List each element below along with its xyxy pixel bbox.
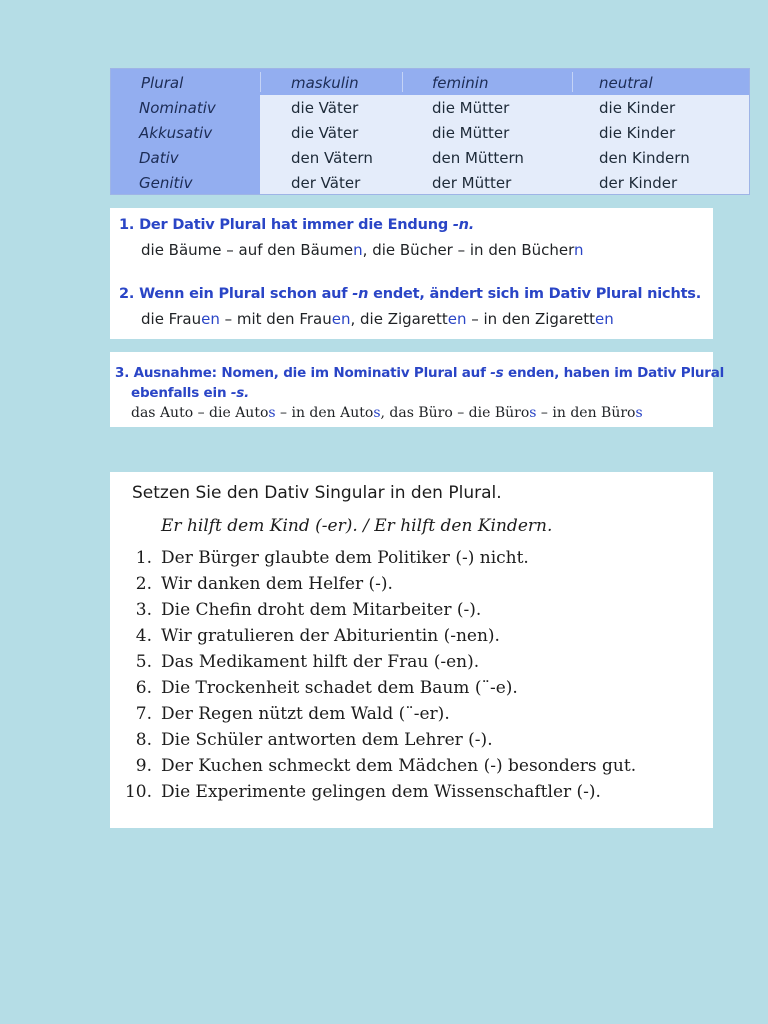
header-neutral: neutral <box>599 74 653 92</box>
item-number: 3. <box>135 600 152 620</box>
rule-3-example <box>131 405 643 421</box>
rule-3-title-line2 <box>131 385 249 401</box>
rule-number: 1. <box>119 217 135 233</box>
item-number: 6. <box>135 678 152 698</box>
rule-3-title <box>115 365 724 381</box>
item-number: 10. <box>124 782 152 802</box>
table-cell: die Mütter <box>432 124 510 142</box>
example-ending: n <box>574 241 584 259</box>
example-ending: s <box>373 405 381 421</box>
header-divider <box>572 72 573 92</box>
item-text: Der Bürger glaubte dem Politiker (-) nicht. <box>161 548 529 568</box>
example-text: – in den Auto <box>275 405 374 421</box>
case-akkusativ: Akkusativ <box>139 124 213 142</box>
case-dativ: Dativ <box>139 149 179 167</box>
rule-ending: -s. <box>230 385 250 401</box>
declension-table <box>110 68 750 195</box>
header-divider <box>260 72 261 92</box>
example-ending: s <box>635 405 643 421</box>
rule-text: enden, haben im Dativ Plural <box>503 365 725 381</box>
example-ending: en <box>594 310 614 328</box>
rule-2-example <box>141 310 614 328</box>
rule-ending: -n. <box>452 217 475 233</box>
rules-box <box>110 208 713 339</box>
example-text: , das Büro – die Büro <box>380 405 530 421</box>
rule-number: 3. <box>115 365 130 381</box>
item-text: Die Schüler antworten dem Lehrer (-). <box>161 730 493 750</box>
item-number: 9. <box>135 756 152 776</box>
example-text: r <box>568 241 575 259</box>
rule-1-example <box>141 241 584 259</box>
table-header-row <box>111 69 749 95</box>
rule-ending: -n <box>352 286 369 302</box>
example-ending: s <box>268 405 276 421</box>
item-text: Der Regen nützt dem Wald (¨-er). <box>161 704 450 724</box>
exercise-box <box>110 472 713 828</box>
table-cell: die Kinder <box>599 99 676 117</box>
example-ending: en <box>331 310 351 328</box>
item-text: Die Trockenheit schadet dem Baum (¨-e). <box>161 678 518 698</box>
header-feminin: feminin <box>432 74 489 92</box>
example-text: die Bäume – auf den Bäume <box>141 241 354 259</box>
item-number: 1. <box>135 548 152 568</box>
rule-1-title <box>119 217 474 233</box>
item-text: Die Chefin droht dem Mitarbeiter (-). <box>161 600 482 620</box>
rule-ending: -s <box>490 365 504 381</box>
rule-text: Der Dativ Plural hat immer die Endung <box>139 217 453 233</box>
exercise-title: Setzen Sie den Dativ Singular in den Plural. <box>132 483 502 503</box>
table-cell: der Väter <box>291 174 361 192</box>
case-nominativ: Nominativ <box>139 99 216 117</box>
item-number: 8. <box>135 730 152 750</box>
example-ending: n <box>353 241 363 259</box>
example-ending: en <box>447 310 467 328</box>
item-text: Wir gratulieren der Abiturientin (-nen). <box>161 626 500 646</box>
item-number: 7. <box>135 704 152 724</box>
rule-text: Ausnahme: Nomen, die im Nominativ Plural auf <box>133 365 491 381</box>
example-text: das Auto – die Auto <box>131 405 269 421</box>
rule-number: 2. <box>119 286 135 302</box>
table-cell: die Väter <box>291 99 359 117</box>
example-text: – mit den Frau <box>219 310 332 328</box>
example-text: , die Zigarett <box>350 310 448 328</box>
rule-2-title <box>119 286 701 302</box>
example-text: – in den Zigarett <box>466 310 595 328</box>
table-cell: der Mütter <box>432 174 512 192</box>
rule-text: ebenfalls ein <box>131 385 231 401</box>
header-divider <box>402 72 403 92</box>
item-text: Wir danken dem Helfer (-). <box>161 574 393 594</box>
table-cell: den Müttern <box>432 149 524 167</box>
rule-text: Wenn ein Plural schon auf <box>139 286 353 302</box>
example-text: – in den Büro <box>536 405 636 421</box>
item-number: 5. <box>135 652 152 672</box>
example-ending: s <box>529 405 537 421</box>
item-text: Der Kuchen schmeckt dem Mädchen (-) besonders gut. <box>161 756 637 776</box>
table-cell: der Kinder <box>599 174 678 192</box>
table-cell: die Väter <box>291 124 359 142</box>
example-ending: en <box>201 310 220 328</box>
case-genitiv: Genitiv <box>139 174 193 192</box>
table-cell: den Vätern <box>291 149 373 167</box>
exception-box <box>110 352 725 427</box>
item-number: 4. <box>135 626 152 646</box>
header-maskulin: maskulin <box>291 74 359 92</box>
exercise-example: Er hilft dem Kind (-er). / Er hilft den Kindern. <box>161 516 553 536</box>
table-cell: den Kindern <box>599 149 690 167</box>
table-cell: die Kinder <box>599 124 676 142</box>
item-number: 2. <box>135 574 152 594</box>
table-cell: die Mütter <box>432 99 510 117</box>
example-text: die Frau <box>141 310 202 328</box>
item-text: Das Medikament hilft der Frau (-en). <box>161 652 480 672</box>
example-text: , die Bücher – in den Büche <box>362 241 569 259</box>
rule-text: endet, ändert sich im Dativ Plural nichts. <box>368 286 702 302</box>
header-plural: Plural <box>141 74 184 92</box>
item-text: Die Experimente gelingen dem Wissenschaftler (-). <box>161 782 601 802</box>
